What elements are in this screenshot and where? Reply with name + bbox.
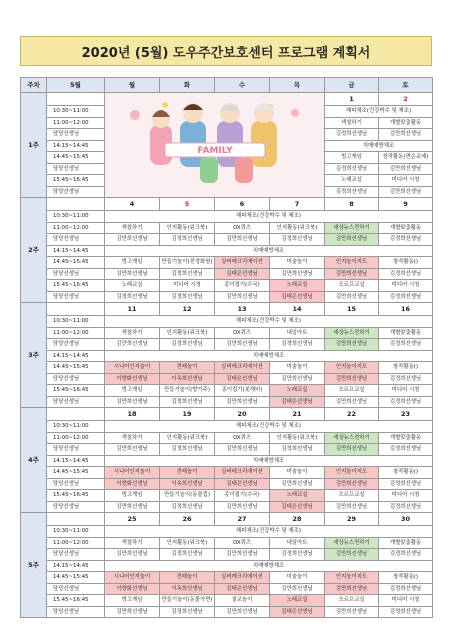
schedule-row xyxy=(21,467,433,479)
activity-cell: 김만희선생님 xyxy=(379,129,433,141)
activity-cell: 빙고게임 xyxy=(105,385,160,397)
activity-cell: 전래놀이 xyxy=(160,572,215,584)
date-row xyxy=(21,513,433,526)
activity-cell: 김태은선생님 xyxy=(215,268,270,280)
activity-cell: 김만희선생님 xyxy=(325,339,379,351)
day-header: 월 xyxy=(105,78,160,93)
activity-cell: 김정희선생님 xyxy=(379,583,433,595)
activity-cell: 김정희선생님 xyxy=(379,396,433,408)
schedule-row xyxy=(21,234,433,246)
activity-cell: 김태은선생님 xyxy=(215,373,270,385)
schedule-row xyxy=(21,560,433,572)
activity-cell: 종이접기(봇재비) xyxy=(215,385,270,397)
time-slot: 14:15~14:45 xyxy=(47,455,105,467)
activity-cell: 김태은선생님 xyxy=(215,478,270,490)
schedule-row xyxy=(21,549,433,561)
page-title: 2020년 (5월) 도우주간보호센터 프로그램 계획서 xyxy=(20,36,432,66)
activity-cell: 김만희선생님 xyxy=(105,444,160,456)
time-slot: 담당선생님 xyxy=(47,444,105,456)
activity-cell: 인지놀이지도 xyxy=(325,362,379,374)
activity-cell: 만들기놀이(동물컵) xyxy=(160,490,215,502)
date-row-spacer xyxy=(47,198,105,211)
activity-cell: 오르프교실 xyxy=(325,385,379,397)
schedule-row xyxy=(21,444,433,456)
activity-cell: 김만희선생님 xyxy=(105,268,160,280)
date-row xyxy=(21,198,433,211)
schedule-row xyxy=(21,595,433,607)
activity-cell: 김정희선생님 xyxy=(270,234,325,246)
activity-cell: 색칠하기 xyxy=(105,222,160,234)
time-slot: 담당선생님 xyxy=(47,373,105,385)
time-slot: 11:00~12:00 xyxy=(47,327,105,339)
time-slot: 담당선생님 xyxy=(47,478,105,490)
date-row-spacer xyxy=(47,408,105,421)
date-cell: 22 xyxy=(325,408,379,421)
time-slot: 14:45~15:45 xyxy=(47,152,105,164)
activity-cell: 색칠하기 xyxy=(325,117,379,129)
activity-cell: 김정희선생님 xyxy=(160,606,215,618)
activity-cell: 오르프교실 xyxy=(325,490,379,502)
schedule-row xyxy=(21,245,433,257)
shared-activity-cell: 해피체조(건강박수 및 체조) xyxy=(105,211,433,223)
activity-cell: OX퀴즈 xyxy=(215,432,270,444)
schedule-row xyxy=(21,211,433,223)
activity-cell: 이향화선생님 xyxy=(105,478,160,490)
date-cell: 23 xyxy=(379,408,433,421)
date-cell: 29 xyxy=(325,513,379,526)
time-slot: 14:15~14:45 xyxy=(47,350,105,362)
activity-cell: 인지활동(워크북) xyxy=(160,327,215,339)
activity-cell: 개별맞춤활동 xyxy=(379,222,433,234)
activity-cell: 개별맞춤활동 xyxy=(379,432,433,444)
time-slot: 담당선생님 xyxy=(47,268,105,280)
date-cell: 20 xyxy=(215,408,270,421)
activity-cell: 김정희선생님 xyxy=(379,268,433,280)
activity-cell: 창작활동() xyxy=(379,467,433,479)
activity-cell: 김정희선생님 xyxy=(379,444,433,456)
activity-cell: 김만희선생님 xyxy=(105,234,160,246)
activity-cell: 칠교놀이 xyxy=(215,595,270,607)
schedule-row xyxy=(21,526,433,538)
activity-cell: 세상뉴스전하기 xyxy=(325,537,379,549)
time-slot: 11:00~12:00 xyxy=(47,432,105,444)
schedule-row xyxy=(21,327,433,339)
activity-cell: 인지활동(워크북) xyxy=(270,432,325,444)
activity-cell: 김정희선생님 xyxy=(160,501,215,513)
time-slot: 14:15~14:45 xyxy=(47,140,105,152)
schedule-row xyxy=(21,501,433,513)
activity-cell: 노래교실 xyxy=(270,280,325,292)
activity-cell: 김만희선생님 xyxy=(270,373,325,385)
date-cell: 26 xyxy=(160,513,215,526)
time-slot: 15:45~16:45 xyxy=(47,175,105,187)
activity-cell: 만들기놀이(향기주) xyxy=(160,385,215,397)
activity-cell: 전래놀이 xyxy=(160,362,215,374)
activity-cell: 김만희선생님 xyxy=(215,339,270,351)
activity-cell: 김정희선생님 xyxy=(379,549,433,561)
activity-cell: 김정희선생님 xyxy=(105,291,160,303)
week-label: 5주 xyxy=(21,513,47,618)
activity-cell: 김정희선생님 xyxy=(379,373,433,385)
activity-cell: 전래놀이 xyxy=(160,467,215,479)
activity-cell: 김만희선생님 xyxy=(270,583,325,595)
activity-cell: 개별맞춤활동 xyxy=(379,327,433,339)
time-slot: 10:30~11:00 xyxy=(47,421,105,433)
shared-activity-cell: 해피체조(건강박수 및 체조) xyxy=(325,106,433,118)
activity-cell: 김정희선생님 xyxy=(160,444,215,456)
day-header: 목 xyxy=(270,78,325,93)
activity-cell: 인지활동(워크북) xyxy=(160,432,215,444)
schedule-row xyxy=(21,606,433,618)
activity-cell: 미술놀이 xyxy=(270,467,325,479)
activity-cell: 이옥희선생님 xyxy=(160,478,215,490)
activity-cell: 미술놀이 xyxy=(270,362,325,374)
activity-cell: 김만희선생님 xyxy=(325,583,379,595)
activity-cell: 김만희선생님 xyxy=(105,339,160,351)
date-cell: 9 xyxy=(379,198,433,211)
activity-cell: 창작활동() xyxy=(379,257,433,269)
week-label: 2주 xyxy=(21,198,47,303)
activity-cell: 김만희선생님 xyxy=(105,396,160,408)
date-row-spacer xyxy=(47,93,105,106)
activity-cell: 김만희선생님 xyxy=(215,396,270,408)
activity-cell: 김정희선생님 xyxy=(325,186,379,198)
shared-activity-cell: 해피체조(건강박수 및 체조) xyxy=(105,421,433,433)
activity-cell: 김태은선생님 xyxy=(270,501,325,513)
activity-cell: 김만희선생님 xyxy=(325,501,379,513)
activity-cell: 김정희선생님 xyxy=(325,163,379,175)
date-cell: 12 xyxy=(160,303,215,316)
schedule-row xyxy=(21,373,433,385)
activity-cell: 종이접기(수국) xyxy=(215,280,270,292)
time-slot: 10:30~11:00 xyxy=(47,526,105,538)
time-slot: 15:45~16:45 xyxy=(47,490,105,502)
activity-cell: 실버레크리에이션 xyxy=(215,572,270,584)
activity-cell: 김만희선생님 xyxy=(325,268,379,280)
activity-cell: 김만희선생님 xyxy=(215,501,270,513)
activity-cell: 김태은선생님 xyxy=(270,606,325,618)
activity-cell: 김태은선생님 xyxy=(215,583,270,595)
activity-cell: 실버레크리에이션 xyxy=(215,467,270,479)
time-slot: 담당선생님 xyxy=(47,583,105,595)
activity-cell: 김정희선생님 xyxy=(160,291,215,303)
shared-activity-cell: 치매예방체조 xyxy=(105,455,433,467)
time-slot: 15:45~16:45 xyxy=(47,385,105,397)
activity-cell: 시니어인지놀이 xyxy=(105,362,160,374)
schedule-row xyxy=(21,421,433,433)
activity-cell: 네일아트 xyxy=(270,327,325,339)
time-slot: 담당선생님 xyxy=(47,163,105,175)
time-slot: 14:15~14:45 xyxy=(47,560,105,572)
schedule-row xyxy=(21,280,433,292)
schedule-row xyxy=(21,385,433,397)
schedule-row xyxy=(21,222,433,234)
activity-cell: 색칠하기 xyxy=(105,327,160,339)
time-slot: 10:30~11:00 xyxy=(47,211,105,223)
activity-cell: 인지놀이지도 xyxy=(325,572,379,584)
shared-activity-cell: 해피체조(건강박수 및 체조) xyxy=(105,316,433,328)
activity-cell: 시니어인지놀이 xyxy=(105,467,160,479)
time-slot: 담당선생님 xyxy=(47,606,105,618)
activity-cell: OX퀴즈 xyxy=(215,537,270,549)
date-cell: 14 xyxy=(270,303,325,316)
activity-cell: 인지활동(워크북) xyxy=(160,537,215,549)
time-slot: 담당선생님 xyxy=(47,501,105,513)
activity-cell: 미디어 시청 xyxy=(160,280,215,292)
activity-cell: 세상뉴스전하기 xyxy=(325,327,379,339)
schedule-row xyxy=(21,339,433,351)
activity-cell: 노래교실 xyxy=(105,280,160,292)
activity-cell: 김정희선생님 xyxy=(379,478,433,490)
activity-cell: 미디어 시청 xyxy=(379,385,433,397)
date-cell: 18 xyxy=(105,408,160,421)
activity-cell: 인지놀이지도 xyxy=(325,467,379,479)
family-illustration xyxy=(105,93,325,198)
time-slot: 11:00~12:00 xyxy=(47,537,105,549)
shared-activity-cell: 치매예방체조 xyxy=(105,560,433,572)
shared-activity-cell: 치매예방체조 xyxy=(105,245,433,257)
activity-cell: 인지활동(워크북) xyxy=(270,222,325,234)
date-cell: 27 xyxy=(215,513,270,526)
time-slot: 14:45~15:45 xyxy=(47,257,105,269)
activity-cell: 김만희선생님 xyxy=(325,606,379,618)
date-cell: 7 xyxy=(270,198,325,211)
time-slot: 11:00~12:00 xyxy=(47,222,105,234)
schedule-row xyxy=(21,478,433,490)
time-slot: 10:30~11:00 xyxy=(47,106,105,118)
activity-cell: 김태은선생님 xyxy=(270,291,325,303)
family-illustration-art xyxy=(105,95,325,195)
activity-cell: 김만희선생님 xyxy=(325,549,379,561)
day-header: 토 xyxy=(379,78,433,93)
activity-cell: 노래교실 xyxy=(325,175,379,187)
date-cell: 8 xyxy=(325,198,379,211)
date-cell: 4 xyxy=(105,198,160,211)
activity-cell: 노래교실 xyxy=(270,490,325,502)
activity-cell: 미디어 시청 xyxy=(379,175,433,187)
activity-cell: 김정희선생님 xyxy=(160,396,215,408)
activity-cell: 김만희선생님 xyxy=(215,234,270,246)
activity-cell: 이옥희선생님 xyxy=(160,373,215,385)
activity-cell: 개별맞춤활동 xyxy=(379,537,433,549)
day-header: 수 xyxy=(215,78,270,93)
shared-activity-cell: 치매예방체조 xyxy=(105,350,433,362)
activity-cell: 오르프교실 xyxy=(325,280,379,292)
time-slot: 15:45~16:45 xyxy=(47,595,105,607)
activity-cell: 창작활동(면손교예) xyxy=(379,152,433,164)
time-slot: 담당선생님 xyxy=(47,339,105,351)
time-slot: 담당선생님 xyxy=(47,234,105,246)
time-slot: 10:30~11:00 xyxy=(47,316,105,328)
activity-cell: 김정희선생님 xyxy=(270,339,325,351)
schedule-row xyxy=(21,455,433,467)
schedule-row xyxy=(21,432,433,444)
time-slot: 담당선생님 xyxy=(47,396,105,408)
activity-cell: 김만희선생님 xyxy=(215,549,270,561)
day-header: 화 xyxy=(160,78,215,93)
activity-cell: 창작활동() xyxy=(379,362,433,374)
activity-cell: OX퀴즈 xyxy=(215,222,270,234)
date-row xyxy=(21,93,433,106)
activity-cell: 개별맞춤활동 xyxy=(379,117,433,129)
activity-cell: 김만희선생님 xyxy=(105,501,160,513)
activity-cell: 김정희선생님 xyxy=(160,339,215,351)
week-label: 1주 xyxy=(21,93,47,198)
activity-cell: 인지활동(워크북) xyxy=(160,222,215,234)
activity-cell: 김만희선생님 xyxy=(270,478,325,490)
activity-cell: 김만희선생님 xyxy=(325,291,379,303)
activity-cell: 김정희선생님 xyxy=(270,549,325,561)
activity-cell: 김태은선생님 xyxy=(270,396,325,408)
activity-cell: 김만희선생님 xyxy=(105,606,160,618)
activity-cell: 색칠하기 xyxy=(105,537,160,549)
activity-cell: 이향화선생님 xyxy=(105,583,160,595)
activity-cell: 시니어인지놀이 xyxy=(105,572,160,584)
activity-cell: 오르프교실 xyxy=(325,595,379,607)
schedule-row xyxy=(21,268,433,280)
time-slot: 14:45~15:45 xyxy=(47,467,105,479)
shared-activity-cell: 치매예방체조 xyxy=(325,140,433,152)
activity-cell: 김만희선생님 xyxy=(215,606,270,618)
activity-cell: 만들기놀이(전경화원) xyxy=(160,257,215,269)
date-cell: 19 xyxy=(160,408,215,421)
header-row xyxy=(21,78,433,93)
date-cell: 11 xyxy=(105,303,160,316)
date-row-spacer xyxy=(47,303,105,316)
activity-cell: 김정희선생님 xyxy=(379,606,433,618)
activity-cell: 실버레크리에이션 xyxy=(215,257,270,269)
time-slot: 14:45~15:45 xyxy=(47,572,105,584)
activity-cell: 실버레크리에이션 xyxy=(215,362,270,374)
activity-cell: 미술놀이 xyxy=(270,257,325,269)
schedule-row xyxy=(21,291,433,303)
time-slot: 14:45~15:45 xyxy=(47,362,105,374)
activity-cell: 김정희선생님 xyxy=(160,234,215,246)
date-cell: 16 xyxy=(379,303,433,316)
date-cell: 5 xyxy=(160,198,215,211)
time-slot: 담당선생님 xyxy=(47,291,105,303)
date-cell: 13 xyxy=(215,303,270,316)
activity-cell: 김정희선생님 xyxy=(160,268,215,280)
schedule-table xyxy=(20,77,433,618)
week-label: 3주 xyxy=(21,303,47,408)
activity-cell: 종이접기(수국) xyxy=(215,490,270,502)
week-column-header: 주차 xyxy=(21,78,47,93)
date-cell: 21 xyxy=(270,408,325,421)
schedule-row xyxy=(21,537,433,549)
time-slot: 담당선생님 xyxy=(47,186,105,198)
activity-cell: 김만희선생님 xyxy=(325,444,379,456)
activity-cell: 노래교실 xyxy=(270,385,325,397)
schedule-row xyxy=(21,257,433,269)
activity-cell: 김만희선생님 xyxy=(325,396,379,408)
activity-cell: 김정희선생님 xyxy=(160,549,215,561)
date-cell: 28 xyxy=(270,513,325,526)
date-cell: 15 xyxy=(325,303,379,316)
activity-cell: 김만희선생님 xyxy=(325,234,379,246)
activity-cell: 네일아트 xyxy=(270,537,325,549)
schedule-row xyxy=(21,362,433,374)
activity-cell: 창작활동() xyxy=(379,572,433,584)
date-cell: 30 xyxy=(379,513,433,526)
time-slot: 15:45~16:45 xyxy=(47,280,105,292)
activity-cell: 김만희선생님 xyxy=(215,291,270,303)
activity-cell: 김정희선생님 xyxy=(379,234,433,246)
activity-cell: OX퀴즈 xyxy=(215,327,270,339)
activity-cell: 색칠하기 xyxy=(105,432,160,444)
activity-cell: 김만희선생님 xyxy=(270,268,325,280)
week-label: 4주 xyxy=(21,408,47,513)
schedule-row xyxy=(21,490,433,502)
activity-cell: 김만희선생님 xyxy=(379,163,433,175)
activity-cell: 김정희선생님 xyxy=(379,501,433,513)
schedule-row xyxy=(21,583,433,595)
time-slot: 담당선생님 xyxy=(47,549,105,561)
activity-cell: 세상뉴스전하기 xyxy=(325,432,379,444)
activity-cell: 만들기놀이(동물가면) xyxy=(160,595,215,607)
activity-cell: 노래교실 xyxy=(270,595,325,607)
activity-cell: 빙고게임 xyxy=(325,152,379,164)
date-row xyxy=(21,408,433,421)
activity-cell: 김정희선생님 xyxy=(325,129,379,141)
activity-cell: 이옥희선생님 xyxy=(160,583,215,595)
schedule-row xyxy=(21,350,433,362)
shared-activity-cell: 해피체조(건강박수 및 체조) xyxy=(105,526,433,538)
activity-cell: 빙고게임 xyxy=(105,257,160,269)
activity-cell: 미디어 시청 xyxy=(379,595,433,607)
date-row xyxy=(21,303,433,316)
activity-cell: 김만희선생님 xyxy=(379,186,433,198)
activity-cell: 미디어 시청 xyxy=(379,280,433,292)
activity-cell: 세상뉴스전하기 xyxy=(325,222,379,234)
activity-cell: 김만희선생님 xyxy=(325,478,379,490)
time-slot: 담당선생님 xyxy=(47,129,105,141)
activity-cell: 김만희선생님 xyxy=(215,444,270,456)
day-header: 금 xyxy=(325,78,379,93)
activity-cell: 김만희선생님 xyxy=(325,373,379,385)
date-cell: 25 xyxy=(105,513,160,526)
date-cell: 2 xyxy=(379,93,433,106)
activity-cell: 미디어 시청 xyxy=(379,490,433,502)
activity-cell: 인지놀이지도 xyxy=(325,257,379,269)
activity-cell: 이향화선생님 xyxy=(105,373,160,385)
activity-cell: 김만희선생님 xyxy=(105,549,160,561)
date-cell: 6 xyxy=(215,198,270,211)
time-slot: 14:15~14:45 xyxy=(47,245,105,257)
activity-cell: 김정희선생님 xyxy=(379,291,433,303)
activity-cell: 빙고게임 xyxy=(105,595,160,607)
month-label: 5월 xyxy=(47,78,105,93)
activity-cell: 미술놀이 xyxy=(270,572,325,584)
time-slot: 11:00~12:00 xyxy=(47,117,105,129)
activity-cell: 김정희선생님 xyxy=(379,339,433,351)
activity-cell: 빙고게임 xyxy=(105,490,160,502)
date-cell: 1 xyxy=(325,93,379,106)
activity-cell: 김정희선생님 xyxy=(270,444,325,456)
schedule-row xyxy=(21,572,433,584)
schedule-row xyxy=(21,316,433,328)
schedule-row xyxy=(21,396,433,408)
date-row-spacer xyxy=(47,513,105,526)
family-banner-text: FAMILY xyxy=(197,146,233,156)
